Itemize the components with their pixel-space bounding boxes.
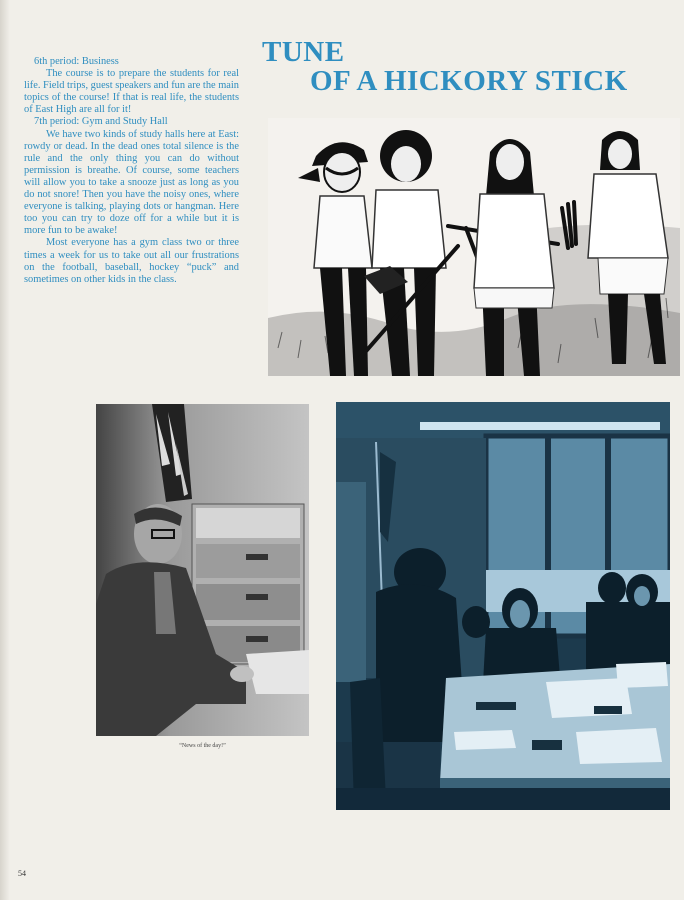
photo-caption: “News of the day!” — [179, 743, 226, 749]
photo-hockey-girls — [268, 118, 680, 376]
article-text — [24, 56, 239, 286]
photo-teacher-desk — [96, 404, 309, 736]
paragraph-study-hall: We have two kinds of study halls here at East: rowdy or dead. In the dead ones total silence is the rule and the only thing you can do without permission is breathe. Of course, some teachers will allow you to take a snooze just as long as you do not snore! Then you have the noisy ones, where everyone is talking, playing dots or hangman. Here too you can try to doze off for a while but it is more fun to be awake! — [24, 128, 239, 237]
section-heading-gym: 7th period: Gym and Study Hall — [34, 116, 168, 128]
paragraph-business: The course is to prepare the students for real life. Field trips, guest speakers and fun are the main topics of the course! If that is real life, the students of East High are all for it! — [24, 68, 239, 116]
paragraph-gym: Most everyone has a gym class two or three times a week for us to take out all our frustrations on the football, baseball, hockey “puck” and sometimes on other kids in the class. — [24, 237, 239, 285]
page-gutter-shadow — [0, 0, 10, 900]
page-number: 54 — [18, 869, 26, 878]
photo-study-hall — [336, 402, 670, 810]
section-heading-business: 6th period: Business — [34, 56, 119, 67]
page-title-line2: OF A HICKORY STICK — [310, 65, 628, 97]
page-title-line1: TUNE — [262, 36, 345, 68]
